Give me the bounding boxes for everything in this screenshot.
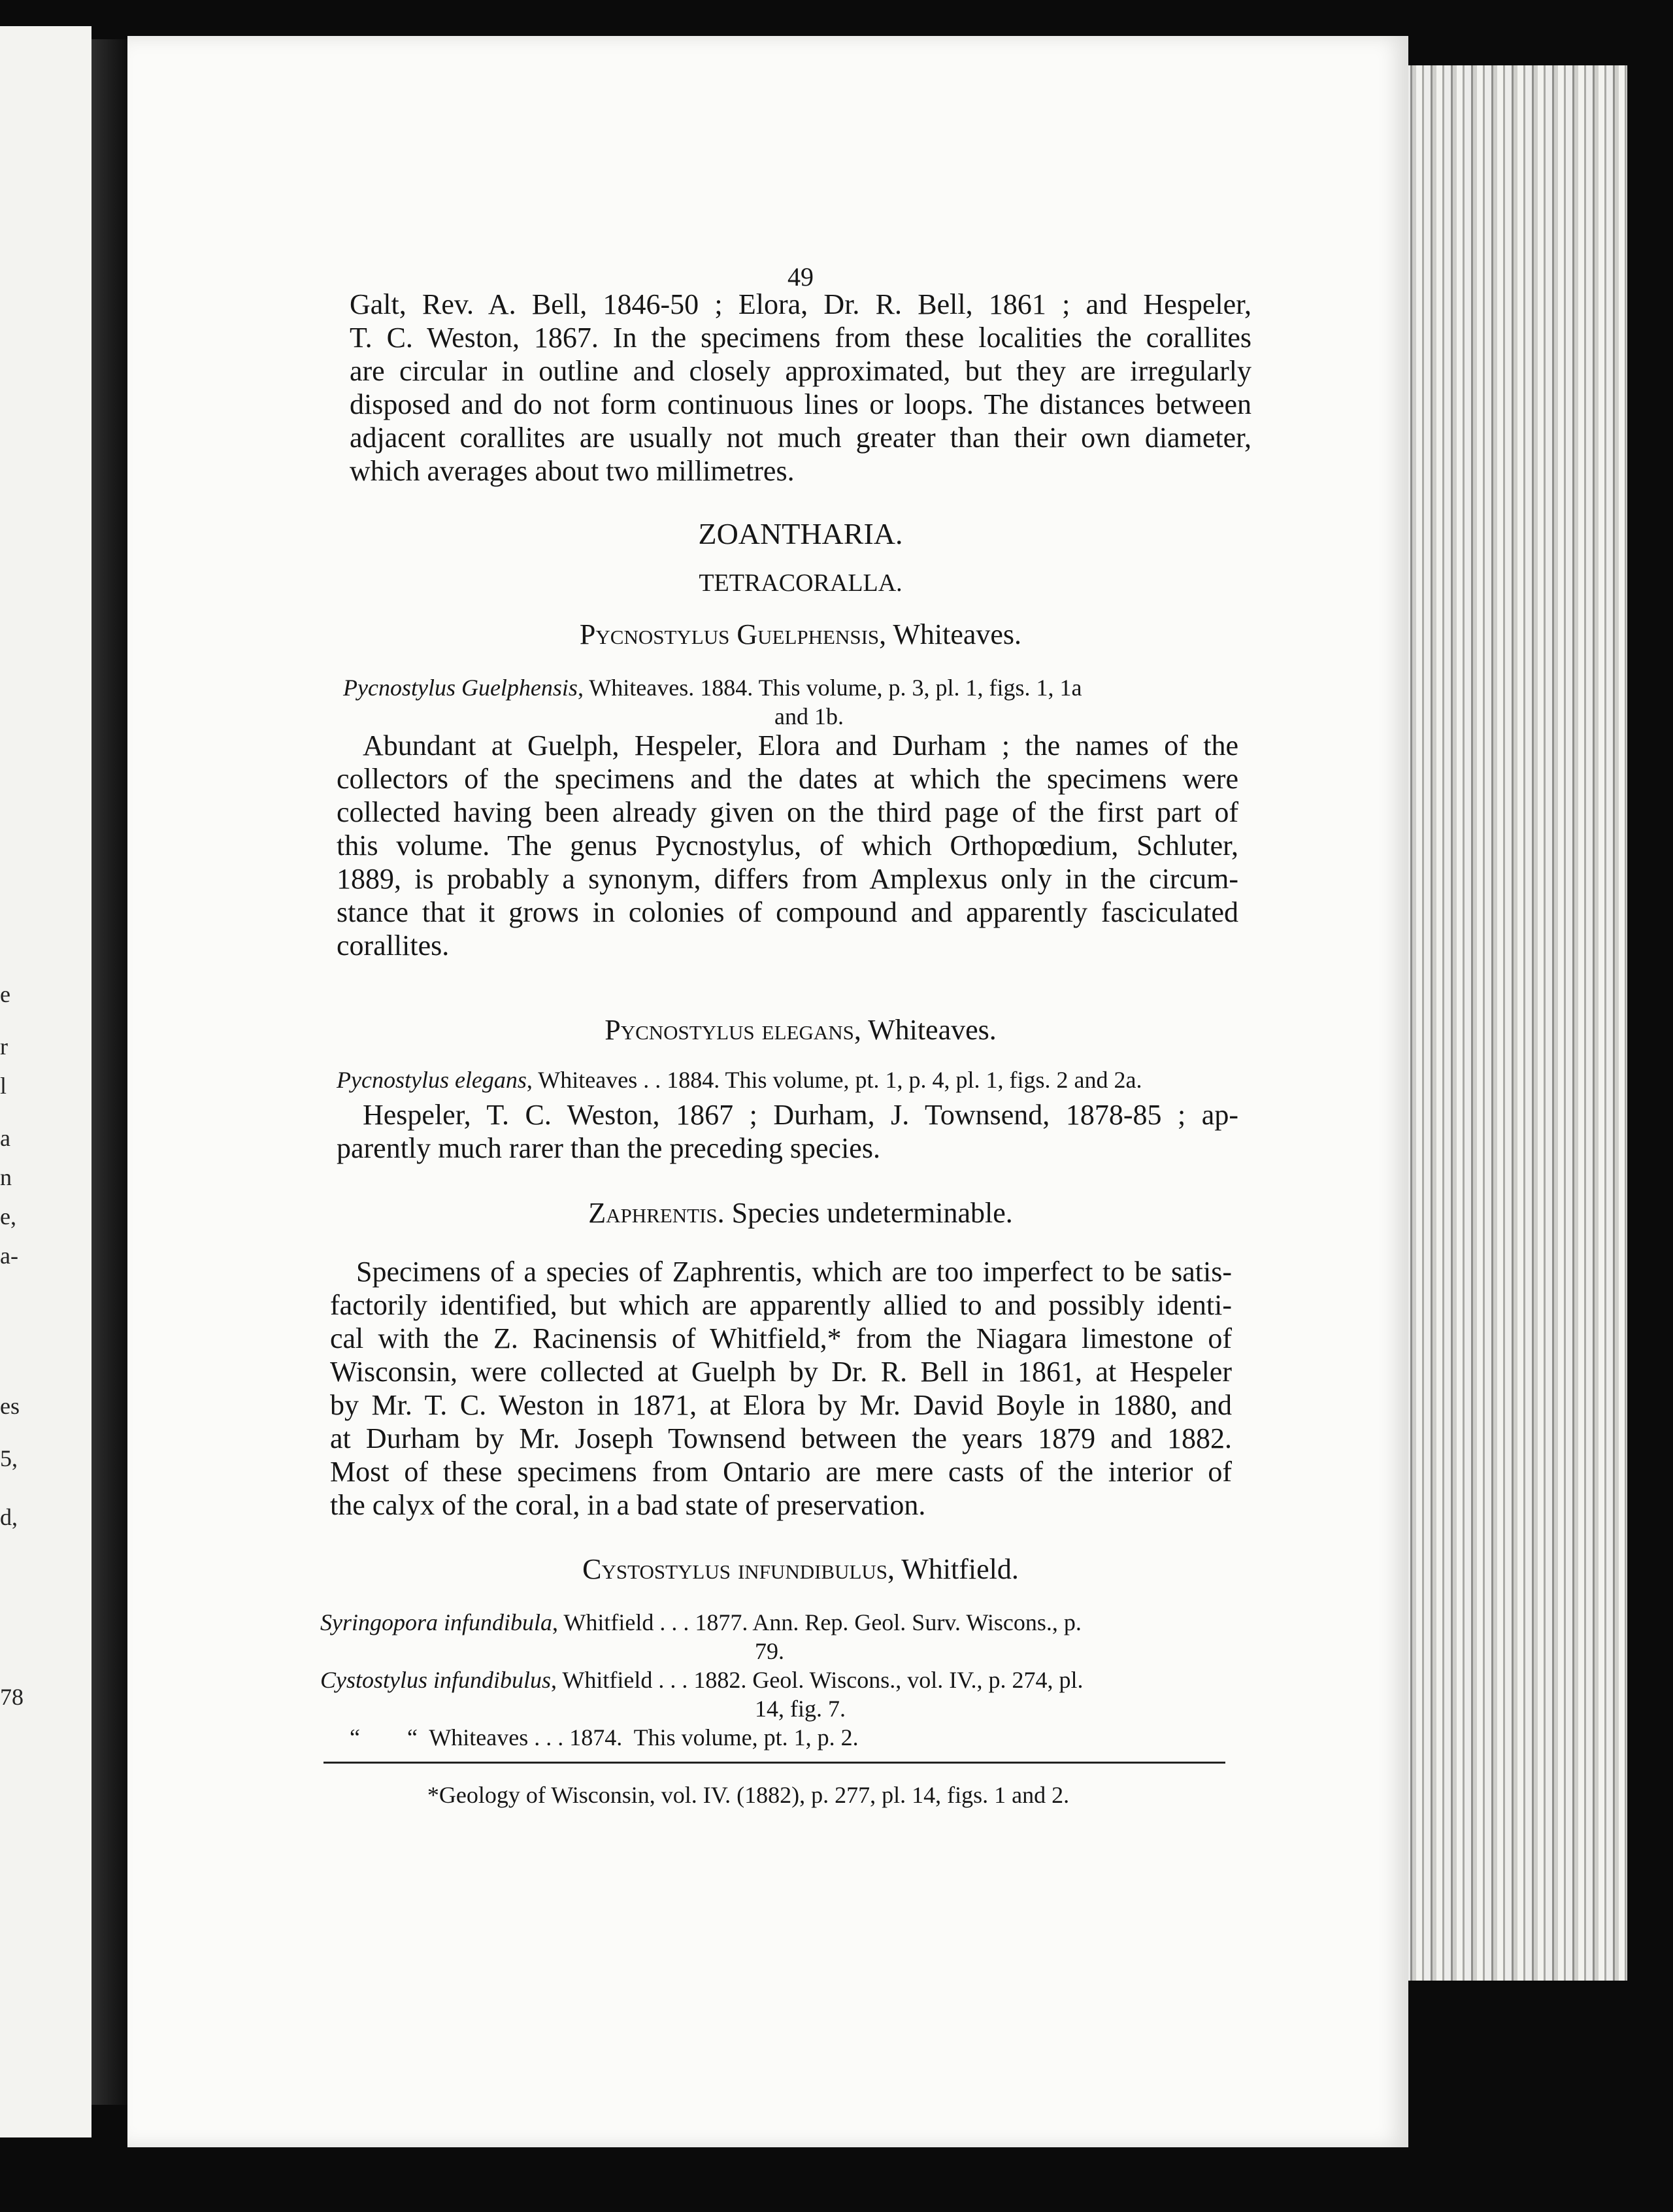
species-author: , Whiteaves. [853, 1014, 997, 1046]
synonym-name: Syringopora infundibula [320, 1609, 553, 1635]
fragment: d, [0, 1504, 18, 1530]
heading-zoantharia: ZOANTHARIA. [698, 517, 903, 550]
species-paragraph [330, 1255, 1232, 1522]
species-paragraph [337, 729, 1238, 962]
synonym-citation: , Whiteaves. 1884. This volume, p. 3, pl. 1, figs. 1, 1a [577, 675, 1082, 701]
fragment: es [0, 1393, 20, 1419]
synonymy-continuation: and 1b. [774, 703, 844, 729]
text-line: Specimens of a species of Zaphrentis, which are too imperfect to be satis- [356, 1256, 1232, 1288]
synonymy-entry [320, 1666, 1222, 1694]
fragment: e [0, 981, 10, 1007]
text-line: Hespeler, T. C. Weston, 1867 ; Durham, J. Townsend, 1878-85 ; ap- [363, 1099, 1238, 1131]
fragment: a [0, 1125, 10, 1151]
species-author: , Whitfield. [887, 1553, 1019, 1585]
species-name: Pycnostylus elegans [605, 1014, 854, 1046]
synonym-citation: , Whitfield . . . 1877. Ann. Rep. Geol. Surv. Wiscons., p. [552, 1609, 1082, 1635]
fragment: a- [0, 1243, 18, 1269]
species-heading [350, 1552, 1251, 1586]
footnote: *Geology of Wisconsin, vol. IV. (1882), p. 277, pl. 14, figs. 1 and 2. [427, 1782, 1070, 1808]
species-heading [350, 1196, 1251, 1230]
text-line: 1889, is probably a synonym, differs from Amplexus only in the circum- [337, 863, 1238, 895]
text-line: disposed and do not form continuous lines or loops. The distances between [350, 388, 1251, 420]
book-page [127, 36, 1408, 2147]
species-name: Zaphrentis. [588, 1197, 725, 1229]
synonym-citation: , Whitfield . . . 1882. Geol. Wiscons., vol. IV., p. 274, pl. [551, 1667, 1084, 1693]
binding-shadow [91, 39, 127, 2105]
text-line: this volume. The genus Pycnostylus, of which Orthopœdium, Schluter, [337, 830, 1238, 862]
species-author: Species undeterminable. [724, 1197, 1013, 1229]
text-line: at Durham by Mr. Joseph Townsend between the years 1879 and 1882. [330, 1422, 1232, 1454]
fragment: e, [0, 1203, 16, 1230]
intro-paragraph [350, 288, 1251, 488]
left-page-edge [0, 26, 91, 2137]
synonym-name: Cystostylus infundibulus [320, 1667, 552, 1693]
species-heading [350, 618, 1251, 651]
species-name: Pycnostylus Guelphensis [579, 618, 880, 650]
text-line: Galt, Rev. A. Bell, 1846-50 ; Elora, Dr. R. Bell, 1861 ; and Hespeler, [350, 288, 1251, 320]
fragment: r [0, 1033, 8, 1060]
synonym-citation: Whiteaves . . . 1874. This volume, pt. 1, p. 2. [417, 1724, 859, 1751]
text-line: by Mr. T. C. Weston in 1871, at Elora by Mr. David Boyle in 1880, and [330, 1389, 1232, 1421]
text-line: Abundant at Guelph, Hespeler, Elora and Durham ; the names of the [363, 729, 1238, 762]
page-block-edges [1392, 65, 1627, 1981]
text-line: which averages about two millimetres. [350, 455, 795, 487]
synonym-name: Pycnostylus elegans [337, 1067, 527, 1093]
text-line: collectors of the specimens and the dates at which the specimens were [337, 763, 1238, 795]
heading-tetracoralla: TETRACORALLA. [699, 569, 903, 597]
text-line: parently much rarer than the preceding species. [337, 1132, 880, 1164]
text-line: factorily identified, but which are apparently allied to and possibly identi- [330, 1289, 1232, 1321]
text-line: cal with the Z. Racinensis of Whitfield,* from the Niagara limestone of [330, 1322, 1232, 1354]
synonymy-entry [350, 1723, 1251, 1752]
synonymy-entry [343, 673, 1245, 702]
text-line: T. C. Weston, 1867. In the specimens from these localities the corallites [350, 322, 1251, 354]
species-paragraph [337, 1098, 1238, 1165]
page-number: 49 [787, 262, 814, 292]
text-line: Wisconsin, were collected at Guelph by Dr. R. Bell in 1861, at Hespeler [330, 1356, 1232, 1388]
fragment: 78 [0, 1684, 24, 1710]
species-author: , Whiteaves. [879, 618, 1022, 650]
footnote-rule [323, 1762, 1225, 1764]
text-line: Most of these specimens from Ontario are mere casts of the interior of [330, 1456, 1232, 1488]
text-line: corallites. [337, 930, 450, 962]
synonymy-entry [320, 1608, 1222, 1637]
synonym-citation: , Whiteaves . . 1884. This volume, pt. 1, p. 4, pl. 1, figs. 2 and 2a. [526, 1067, 1142, 1093]
synonymy-continuation: 14, fig. 7. [755, 1696, 846, 1722]
species-name: Cystostylus infundibulus [582, 1553, 888, 1585]
fragment: 5, [0, 1445, 18, 1471]
text-line: collected having been already given on the third page of the first part of [337, 796, 1238, 828]
synonym-name: Pycnostylus Guelphensis [343, 675, 578, 701]
species-heading [350, 1013, 1251, 1047]
text-line: are circular in outline and closely approximated, but they are irregularly [350, 355, 1251, 387]
ditto-marks: “ “ [350, 1724, 418, 1751]
synonymy-entry [337, 1065, 1238, 1094]
text-line: stance that it grows in colonies of compound and apparently fasciculated [337, 896, 1238, 928]
text-line: the calyx of the coral, in a bad state of preservation. [330, 1489, 926, 1521]
text-line: adjacent corallites are usually not much greater than their own diameter, [350, 422, 1251, 454]
synonymy-continuation: 79. [755, 1638, 784, 1664]
fragment: n [0, 1164, 12, 1190]
fragment: l [0, 1073, 7, 1099]
